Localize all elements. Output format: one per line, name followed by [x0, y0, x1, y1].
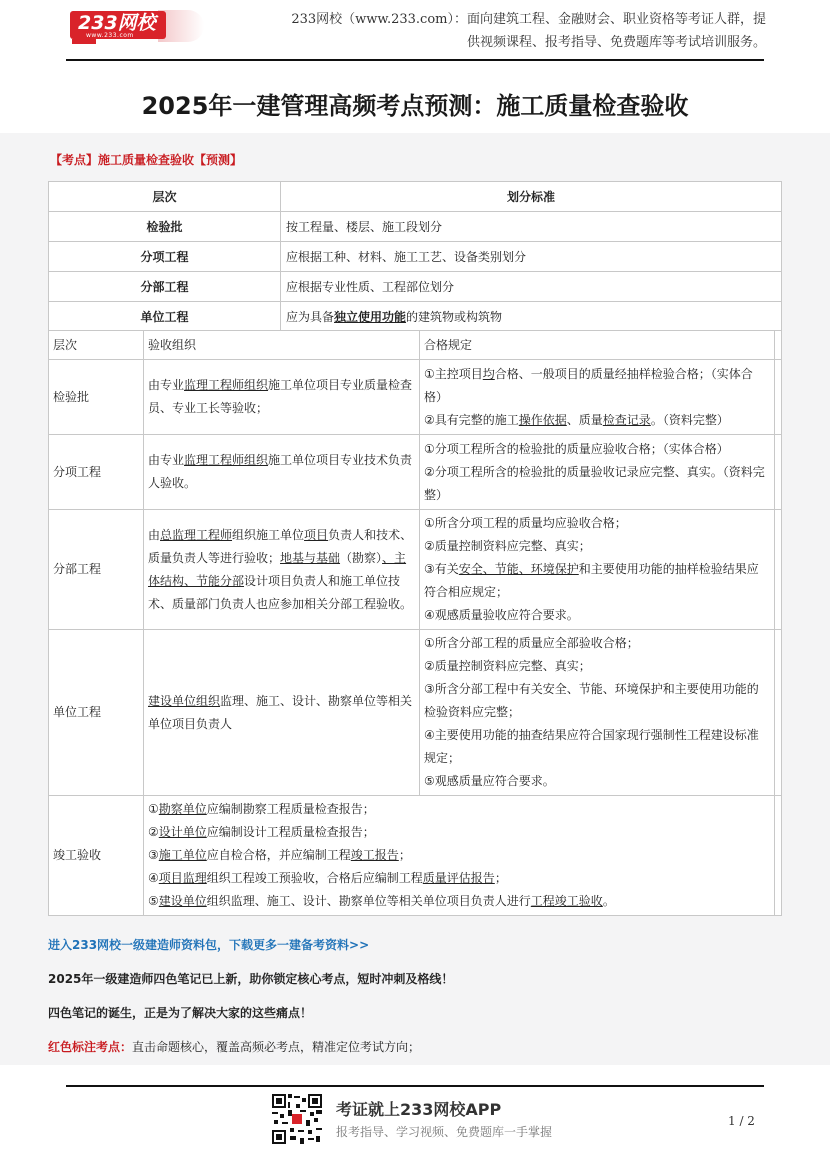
- underlined-text: 设计单位: [158, 825, 207, 839]
- table-row: [49, 630, 782, 796]
- page-title: 2025年一建管理高频考点预测：施工质量检查验收: [141, 92, 689, 120]
- text-span: 和主要使用功能的抽样检验结果应符合相应规定；: [424, 562, 759, 599]
- header-cell: 合格规定: [420, 331, 775, 360]
- edge-cell: [775, 510, 782, 630]
- underlined-text: 施工单位: [158, 848, 207, 862]
- app-promo-title[interactable]: 考证就上233网校APP: [336, 1100, 502, 1119]
- level-cell: 检验批: [49, 212, 281, 242]
- edge-cell: [775, 435, 782, 510]
- level-cell: 竣工验收: [49, 796, 144, 916]
- org-cell: [144, 630, 420, 796]
- text-span: 施工单位项目专业质量检查员、专业工长等验收；: [148, 378, 413, 415]
- text-span: 应编制勘察工程质量检查报告；: [206, 802, 375, 816]
- underlined-text: 安全、节能、环境保护: [458, 562, 579, 576]
- edge-cell: [775, 796, 782, 916]
- org-cell: [144, 510, 420, 630]
- text-span: ⑤: [148, 894, 159, 908]
- edge-cell: [775, 360, 782, 435]
- emphasis-text: 独立使用功能: [334, 310, 407, 324]
- completion-cell: [144, 796, 775, 916]
- text-span: 由专业: [148, 378, 185, 392]
- underlined-text: 项目: [304, 527, 329, 542]
- table-row: [49, 435, 782, 510]
- bullet-text: 直击命题核心，覆盖高频必考点，精准定位考试方向；: [132, 1040, 421, 1054]
- text-span: ①主控项目: [424, 366, 483, 381]
- edge-cell: [775, 630, 782, 796]
- text-span: ③有关: [424, 562, 459, 576]
- tagline-line-2: 供视频课程、报考指导、免费题库等考试培训服务。: [466, 35, 766, 50]
- promo-paragraph: 四色笔记的诞生，正是为了解决大家的这些痛点！: [48, 1006, 313, 1020]
- logo-url: www.233.com: [86, 32, 134, 39]
- text-span: 由专业: [148, 453, 185, 467]
- underlined-text: 质量评估报告: [422, 871, 495, 885]
- criteria-line: ②分项工程所含的检验批的质量验收记录应完整、真实。（资料完整）: [424, 464, 765, 502]
- text-span: ②: [148, 825, 159, 839]
- underlined-text: 、主体结构、节能分部: [148, 550, 407, 588]
- underlined-text: 工程竣工验收: [530, 894, 603, 908]
- criteria-line: [424, 363, 770, 409]
- edge-cell: [775, 331, 782, 360]
- underlined-text: 检查记录: [602, 412, 651, 427]
- logo-underline: [72, 39, 96, 44]
- tagline-line-1: 233网校（www.233.com）：面向建筑工程、金融财会、职业资格等考证人群，提: [291, 12, 766, 27]
- text-span: （勘察）: [340, 550, 383, 565]
- text-span: 组织监理、施工、设计、勘察单位等相关单位项目负责人进行: [206, 894, 531, 908]
- underlined-text: 竣工报告: [350, 848, 399, 862]
- text-span: 监理、施工、设计、勘察单位等相关单位项目负责人: [148, 693, 413, 731]
- criteria-line: ①所含分项工程的质量均应验收合格；: [424, 516, 627, 530]
- completion-line: [148, 844, 770, 867]
- text-span: 施工单位项目专业技术负责人验收。: [148, 453, 413, 490]
- text-span: 的建筑物或构筑物: [406, 310, 503, 324]
- criteria-line: ④观感质量验收应符合要求。: [424, 608, 579, 622]
- criteria-line: ①所含分部工程的质量应全部验收合格；: [424, 636, 639, 650]
- header-cell: 层次: [49, 331, 144, 360]
- text-span: 。: [602, 894, 615, 908]
- underlined-text: 均: [482, 366, 495, 381]
- completion-line: [148, 867, 770, 890]
- table-header-row: [49, 182, 782, 212]
- completion-line: [148, 890, 770, 913]
- criteria-line: ③所含分部工程中有关安全、节能、环境保护和主要使用功能的检验资料应完整；: [424, 682, 759, 719]
- table-row: [49, 796, 782, 916]
- criteria-cell: [420, 510, 775, 630]
- text-span: ③: [148, 848, 159, 862]
- org-cell: [144, 435, 420, 510]
- header-cell: 划分标准: [281, 182, 782, 212]
- underlined-text: 监理工程师组织: [184, 453, 269, 467]
- text-span: 应编制设计工程质量检查报告；: [206, 825, 375, 839]
- standard-cell: 按工程量、楼层、施工段划分: [281, 212, 782, 242]
- table-header-row: [49, 331, 782, 360]
- text-span: 应自检合格，并应编制工程: [206, 848, 351, 862]
- page-number: 1 / 2: [728, 1114, 755, 1128]
- underlined-text: 项目监理: [158, 871, 207, 885]
- header-divider: [66, 59, 764, 61]
- underlined-text: 总监理工程师: [160, 527, 233, 542]
- promo-paragraph: 2025年一级建造师四色笔记已上新，助你锁定核心考点，短时冲刺及格线！: [48, 972, 454, 986]
- division-table: [48, 181, 782, 332]
- criteria-line: [424, 558, 770, 604]
- criteria-line: [424, 409, 770, 432]
- promo-bullet: [48, 1038, 420, 1055]
- text-span: ④: [148, 871, 159, 885]
- underlined-text: 监理工程师组织: [184, 378, 269, 392]
- header-cell: 验收组织: [144, 331, 420, 360]
- table-row: [49, 272, 782, 302]
- qr-code-icon[interactable]: [272, 1094, 322, 1144]
- text-span: ②具有完整的施工: [424, 412, 519, 427]
- completion-line: [148, 798, 770, 821]
- text-span: ①: [148, 802, 159, 816]
- criteria-line: ②质量控制资料应完整、真实；: [424, 539, 591, 553]
- table-row: [49, 242, 782, 272]
- topic-tag: 【考点】施工质量检查验收【预测】: [50, 153, 243, 167]
- header-cell: 层次: [49, 182, 281, 212]
- standard-cell: 应根据工种、材料、施工工艺、设备类别划分: [281, 242, 782, 272]
- completion-line: [148, 821, 770, 844]
- criteria-line: ①分项工程所含的检验批的质量应验收合格；（实体合格）: [424, 441, 729, 456]
- underlined-text: 勘察单位: [158, 802, 207, 816]
- acceptance-table: [48, 330, 782, 916]
- underlined-text: 建设单位组织: [148, 693, 221, 708]
- brand-logo[interactable]: [70, 8, 204, 46]
- level-cell: 分部工程: [49, 510, 144, 630]
- text-span: 由: [148, 527, 161, 542]
- level-cell: 分项工程: [49, 242, 281, 272]
- level-cell: 分项工程: [49, 435, 144, 510]
- bullet-label: 红色标注考点：: [48, 1040, 133, 1054]
- criteria-cell: [420, 630, 775, 796]
- header-tagline: [256, 8, 766, 54]
- org-cell: [144, 360, 420, 435]
- table-row: [49, 212, 782, 242]
- footer-divider: [66, 1085, 764, 1087]
- table-row: [49, 510, 782, 630]
- table-row: [49, 360, 782, 435]
- logo-text: 233网校: [70, 11, 166, 39]
- app-promo-subtitle: 报考指导、学习视频、免费题库一手掌握: [336, 1125, 553, 1139]
- criteria-line: ②质量控制资料应完整、真实；: [424, 659, 591, 673]
- text-span: 负责人和技术、质量负责人等进行验收；: [148, 527, 413, 565]
- resource-pack-link[interactable]: 进入233网校一级建造师资料包，下载更多一建备考资料>>: [48, 938, 370, 952]
- criteria-line: ⑤观感质量应符合要求。: [424, 774, 555, 788]
- text-span: 设计项目负责人和施工单位技术、质量部门负责人也应参加相关分部工程验收。: [148, 573, 413, 611]
- level-cell: 分部工程: [49, 272, 281, 302]
- text-span: 合格、一般项目的质量经抽样检验合格；（实体合格）: [424, 366, 753, 404]
- criteria-cell: [420, 435, 775, 510]
- criteria-line: ④主要使用功能的抽查结果应符合国家现行强制性工程建设标准规定；: [424, 728, 759, 765]
- level-cell: 检验批: [49, 360, 144, 435]
- underlined-text: 操作依据: [518, 412, 567, 427]
- text-span: 。（资料完整）: [650, 412, 729, 427]
- level-cell: 单位工程: [49, 630, 144, 796]
- table-row: [49, 302, 782, 332]
- text-span: ；: [398, 848, 411, 862]
- text-span: 应为具备: [286, 310, 335, 324]
- underlined-text: 地基与基础: [280, 550, 341, 565]
- text-span: 组织施工单位: [232, 527, 305, 542]
- text-span: 组织工程竣工预验收，合格后应编制工程: [206, 871, 423, 885]
- standard-cell: [281, 302, 782, 332]
- standard-cell: 应根据专业性质、工程部位划分: [281, 272, 782, 302]
- level-cell: 单位工程: [49, 302, 281, 332]
- text-span: 、质量: [566, 412, 603, 427]
- criteria-cell: [420, 360, 775, 435]
- underlined-text: 建设单位: [158, 894, 207, 908]
- text-span: ；: [494, 871, 507, 885]
